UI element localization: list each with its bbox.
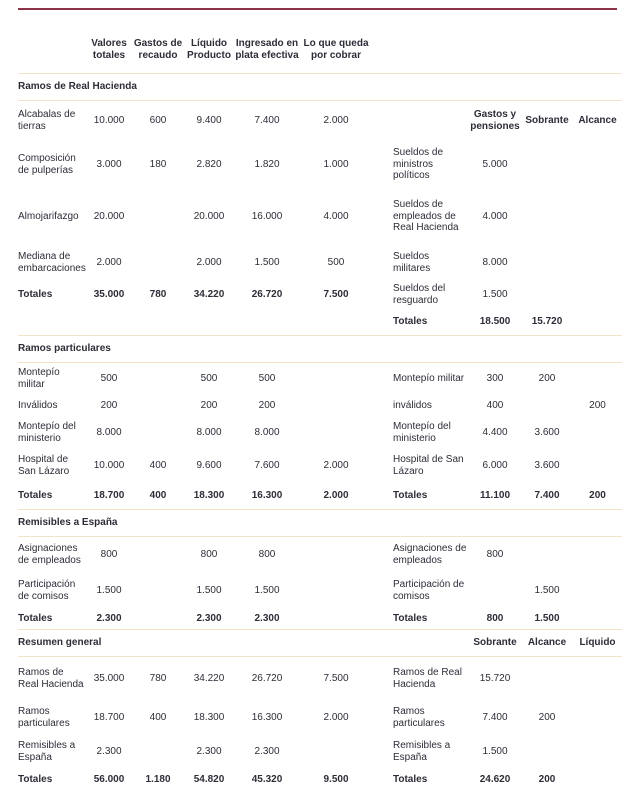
table-row bbox=[18, 537, 622, 573]
cell-value: 4.000 bbox=[482, 210, 508, 222]
cell-value: 300 bbox=[486, 373, 504, 385]
cell-value: 500 bbox=[100, 373, 118, 385]
cell-value: 3.600 bbox=[534, 427, 560, 439]
cell-value: 800 bbox=[486, 613, 504, 625]
cell-value: 15.720 bbox=[531, 316, 563, 328]
section-title: Ramos de Real Hacienda bbox=[18, 81, 137, 93]
cell-value: 3.600 bbox=[534, 460, 560, 472]
cell-value: 24.620 bbox=[479, 774, 511, 786]
cell-value: 2.300 bbox=[96, 746, 122, 758]
cell-value: 200 bbox=[589, 400, 606, 412]
cell-value: 2.000 bbox=[323, 115, 349, 127]
row-label: Remisibles a España bbox=[18, 740, 76, 763]
cell-value: 15.720 bbox=[479, 673, 511, 685]
table-row bbox=[18, 101, 622, 141]
cell-value: 7.500 bbox=[323, 289, 349, 301]
column-header-gastos-recaudo: Gastos de recaudo bbox=[133, 38, 183, 62]
cell-value: 2.000 bbox=[323, 712, 349, 724]
cell-value: 18.300 bbox=[193, 490, 225, 502]
cell-value: 1.820 bbox=[254, 158, 280, 170]
cell-value: 3.000 bbox=[96, 158, 122, 170]
cell-value: 7.500 bbox=[323, 673, 349, 685]
cell-value: 10.000 bbox=[93, 460, 125, 472]
cell-value: 4.000 bbox=[323, 210, 349, 222]
cell-value: 200 bbox=[538, 712, 556, 724]
cell-value: 2.000 bbox=[96, 257, 122, 269]
row-label: Asignaciones de empleados bbox=[18, 543, 81, 566]
row-label: Montepío del ministerio bbox=[18, 421, 76, 444]
cell-value: 54.820 bbox=[193, 774, 225, 786]
cell-value: 9.600 bbox=[196, 460, 222, 472]
cell-value: 18.700 bbox=[93, 712, 125, 724]
cell-value: 180 bbox=[149, 158, 167, 170]
totals-row bbox=[18, 609, 622, 629]
row-label: Totales bbox=[18, 289, 53, 301]
cell-value: 200 bbox=[589, 490, 606, 502]
cell-value: 34.220 bbox=[193, 673, 225, 685]
row-label: Ramos de Real Hacienda bbox=[393, 667, 462, 690]
section-title: Ramos particulares bbox=[18, 343, 111, 355]
cell-value: 600 bbox=[149, 115, 167, 127]
row-label: Montepío militar bbox=[18, 367, 60, 390]
row-label: Almojarifazgo bbox=[18, 210, 79, 222]
cell-value: 56.000 bbox=[93, 774, 125, 786]
cell-value: 7.400 bbox=[534, 490, 560, 502]
table-row bbox=[18, 188, 622, 245]
cell-value: 10.000 bbox=[93, 115, 125, 127]
cell-value: 500 bbox=[327, 257, 345, 269]
cell-value: 16.300 bbox=[251, 490, 283, 502]
cell-value: 6.000 bbox=[482, 460, 508, 472]
cell-value: 7.400 bbox=[482, 712, 508, 724]
section-header-ramos-particulares bbox=[18, 335, 622, 363]
row-label: Totales bbox=[393, 774, 428, 786]
table-row bbox=[18, 657, 622, 701]
row-label: Totales bbox=[18, 490, 53, 502]
cell-value: 1.180 bbox=[145, 774, 171, 786]
table-row bbox=[18, 701, 622, 735]
cell-value: 200 bbox=[538, 774, 556, 786]
column-header-ingresado-plata: Ingresado en plata efectiva bbox=[235, 38, 299, 62]
section-header-resumen-general bbox=[18, 629, 622, 657]
cell-value: 35.000 bbox=[93, 673, 125, 685]
cell-value: 1.500 bbox=[254, 257, 280, 269]
column-header-row bbox=[18, 10, 622, 73]
cell-value: 1.500 bbox=[534, 585, 560, 597]
column-header-queda-cobrar: Lo que queda por cobrar bbox=[303, 38, 369, 62]
cell-value: 8.000 bbox=[96, 427, 122, 439]
row-label: Montepío militar bbox=[393, 373, 465, 385]
cell-value: 400 bbox=[149, 490, 167, 502]
row-label: Totales bbox=[18, 774, 53, 786]
row-label: Sueldos militares bbox=[393, 251, 431, 274]
cell-value: 2.000 bbox=[323, 490, 349, 502]
cell-value: 800 bbox=[100, 549, 118, 561]
cell-value: 200 bbox=[538, 373, 556, 385]
cell-value: 1.500 bbox=[96, 585, 122, 597]
cell-value: 780 bbox=[149, 673, 167, 685]
cell-value: 2.300 bbox=[254, 613, 280, 625]
column-header-liquido-producto: Líquido Producto bbox=[187, 38, 231, 62]
cell-value: 18.300 bbox=[193, 712, 225, 724]
row-label: Ramos particulares bbox=[18, 706, 70, 729]
row-label: Totales bbox=[18, 613, 53, 625]
section-title: Resumen general bbox=[18, 637, 102, 649]
row-label: Alcabalas de tierras bbox=[18, 109, 76, 132]
table-row bbox=[18, 395, 622, 417]
cell-value: 20.000 bbox=[93, 210, 125, 222]
cell-value: 500 bbox=[258, 373, 276, 385]
cell-value: 16.000 bbox=[251, 210, 283, 222]
totals-row bbox=[18, 483, 622, 509]
cell-value: 8.000 bbox=[482, 257, 508, 269]
cell-value: 34.220 bbox=[193, 289, 225, 301]
row-label: Totales bbox=[393, 490, 428, 502]
cell-value: 780 bbox=[149, 289, 167, 301]
table-row bbox=[18, 417, 622, 449]
cell-value: 800 bbox=[200, 549, 218, 561]
cell-value: 45.320 bbox=[251, 774, 283, 786]
row-label: Ramos de Real Hacienda bbox=[18, 667, 84, 690]
cell-value: 400 bbox=[149, 460, 167, 472]
cell-value: 200 bbox=[258, 400, 276, 412]
cell-value: 9.500 bbox=[323, 774, 349, 786]
column-header-valores-totales: Valores totales bbox=[91, 38, 127, 62]
section-header-ramos-real-hacienda bbox=[18, 73, 622, 101]
column-header-liquido-resumen: Líquido bbox=[579, 637, 616, 649]
row-label: Totales bbox=[393, 316, 428, 328]
row-label: Participación de comisos bbox=[18, 579, 76, 602]
row-label: Montepío del ministerio bbox=[393, 421, 451, 444]
column-header-gastos-pensiones: Gastos y pensiones bbox=[470, 109, 520, 132]
cell-value: 2.300 bbox=[196, 613, 222, 625]
row-label: Inválidos bbox=[18, 400, 58, 412]
cell-value: 500 bbox=[200, 373, 218, 385]
table-row bbox=[18, 245, 622, 281]
cell-value: 2.000 bbox=[196, 257, 222, 269]
row-label: Mediana de embarcaciones bbox=[18, 251, 86, 274]
cell-value: 200 bbox=[200, 400, 218, 412]
row-label: Hospital de San Lázaro bbox=[393, 454, 464, 477]
table-row bbox=[18, 573, 622, 609]
row-label: Sueldos de ministros políticos bbox=[393, 146, 444, 182]
row-label: Totales bbox=[393, 613, 428, 625]
cell-value: 11.100 bbox=[479, 490, 511, 502]
cell-value: 4.400 bbox=[482, 427, 508, 439]
row-label: Asignaciones de empleados bbox=[393, 543, 467, 566]
row-label: Remisibles a España bbox=[393, 740, 451, 763]
cell-value: 2.820 bbox=[196, 158, 222, 170]
right-totals-row bbox=[18, 309, 622, 335]
cell-value: 1.500 bbox=[482, 746, 508, 758]
table-row bbox=[18, 141, 622, 188]
cell-value: 26.720 bbox=[251, 673, 283, 685]
cell-value: 1.500 bbox=[482, 289, 508, 301]
row-label: inválidos bbox=[393, 400, 432, 412]
column-header-alcance: Alcance bbox=[578, 115, 617, 127]
row-label: Composición de pulperías bbox=[18, 152, 76, 176]
cell-value: 400 bbox=[486, 400, 504, 412]
row-label: Participación de comisos bbox=[393, 579, 465, 602]
section-title: Remisibles a España bbox=[18, 517, 118, 529]
cell-value: 2.300 bbox=[196, 746, 222, 758]
section-header-remisibles-espana bbox=[18, 509, 622, 537]
cell-value: 2.300 bbox=[254, 746, 280, 758]
cell-value: 9.400 bbox=[196, 115, 222, 127]
row-label: Ramos particulares bbox=[393, 706, 445, 729]
totals-row bbox=[18, 769, 622, 791]
row-label: Hospital de San Lázaro bbox=[18, 454, 70, 477]
row-label: Sueldos de empleados de Real Hacienda bbox=[393, 198, 459, 234]
cell-value: 7.600 bbox=[254, 460, 280, 472]
table-row bbox=[18, 363, 622, 395]
cell-value: 2.000 bbox=[323, 460, 349, 472]
cell-value: 18.500 bbox=[479, 316, 511, 328]
cell-value: 16.300 bbox=[251, 712, 283, 724]
column-header-alcance-resumen: Alcance bbox=[527, 637, 567, 649]
totals-row bbox=[18, 281, 622, 309]
cell-value: 800 bbox=[486, 549, 504, 561]
cell-value: 1.500 bbox=[534, 613, 560, 625]
cell-value: 1.500 bbox=[254, 585, 280, 597]
cell-value: 7.400 bbox=[254, 115, 280, 127]
table-row bbox=[18, 735, 622, 769]
cell-value: 1.500 bbox=[196, 585, 222, 597]
cell-value: 400 bbox=[149, 712, 167, 724]
cell-value: 5.000 bbox=[482, 158, 508, 170]
cell-value: 35.000 bbox=[93, 289, 125, 301]
cell-value: 20.000 bbox=[193, 210, 225, 222]
cell-value: 26.720 bbox=[251, 289, 283, 301]
cell-value: 800 bbox=[258, 549, 276, 561]
row-label: Sueldos del resguardo bbox=[393, 283, 446, 306]
cell-value: 200 bbox=[100, 400, 118, 412]
table-row bbox=[18, 449, 622, 483]
cell-value: 1.000 bbox=[323, 158, 349, 170]
column-header-sobrante-resumen: Sobrante bbox=[473, 637, 517, 649]
column-header-sobrante: Sobrante bbox=[525, 115, 569, 127]
cell-value: 8.000 bbox=[254, 427, 280, 439]
cell-value: 18.700 bbox=[93, 490, 125, 502]
cell-value: 8.000 bbox=[196, 427, 222, 439]
cell-value: 2.300 bbox=[96, 613, 122, 625]
